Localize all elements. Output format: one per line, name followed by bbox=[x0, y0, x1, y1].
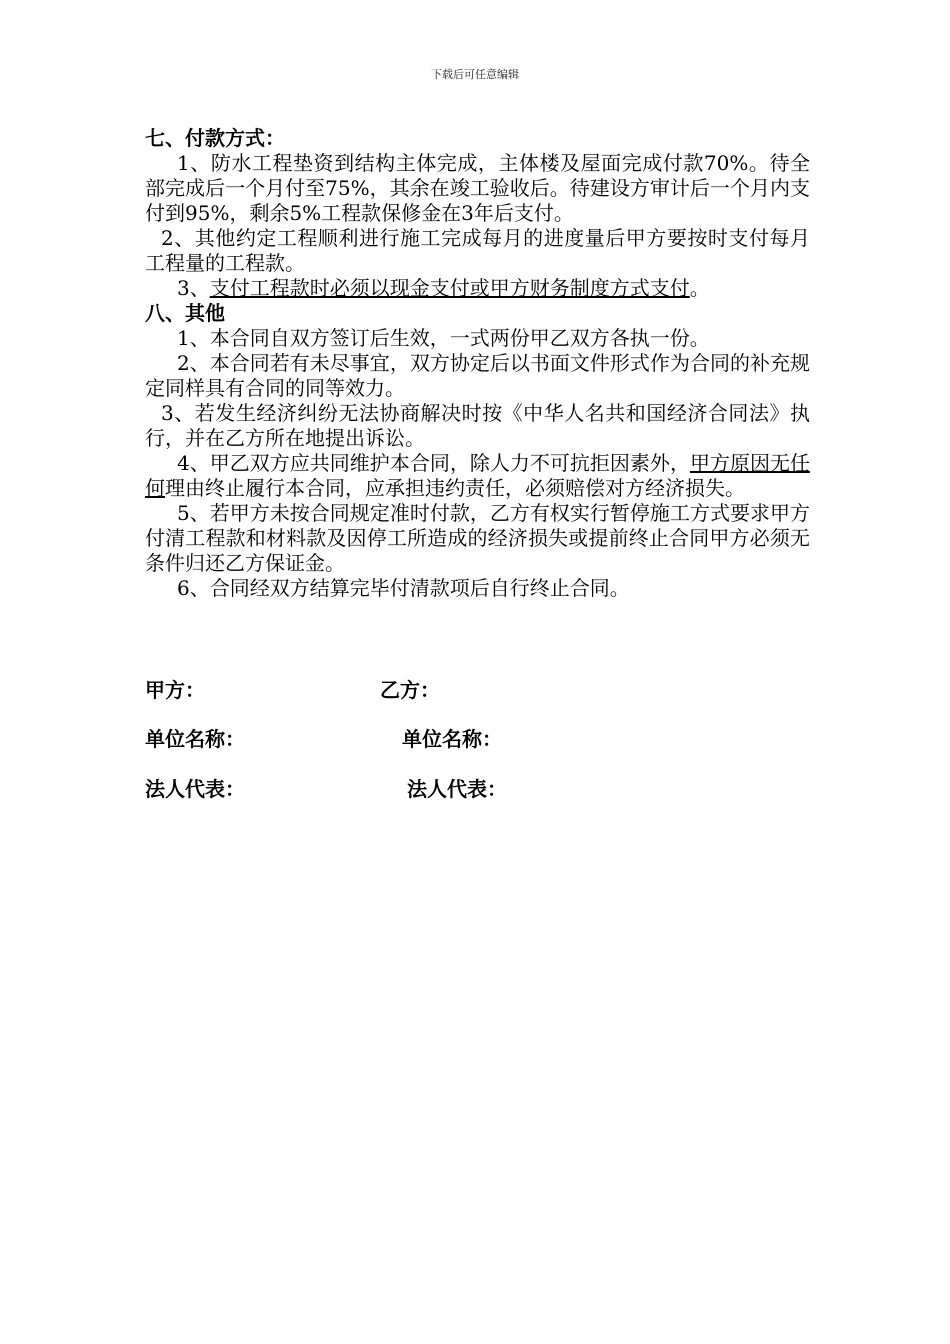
clause-3-underlined-text: 支付工程款时必须以现金支付或甲方财务制度方式支付 bbox=[209, 276, 690, 300]
party-a-unit-label: 单位名称： bbox=[145, 727, 245, 751]
section-7-title: 七、付款方式： bbox=[145, 126, 285, 150]
clause-4-rest: 理由终止履行本合同，应承担违约责任，必须赔偿对方经济损失。 bbox=[165, 476, 745, 500]
party-b-unit-label: 单位名称： bbox=[402, 727, 502, 751]
section-8-clause-1: 1、本合同自双方签订后生效，一式两份甲乙双方各执一份。 bbox=[177, 326, 710, 350]
clause-3-end: 。 bbox=[689, 276, 710, 300]
party-a-label: 甲方： bbox=[145, 678, 205, 702]
page-header: 下载后可任意编辑 bbox=[431, 68, 519, 81]
clause-3-number: 3、 bbox=[177, 276, 210, 300]
section-8-clause-6: 6、合同经双方结算完毕付清款项后自行终止合同。 bbox=[177, 576, 630, 600]
section-8-clause-2: 2、本合同若有未尽事宜，双方协定后以书面文件形式作为合同的补充规定同样具有合同的同等效力。 bbox=[145, 351, 810, 400]
section-8-clause-5: 5、若甲方未按合同规定准时付款，乙方有权实行暂停施工方式要求甲方付清工程款和材料款及因停工所造成的经济损失或提前终止合同甲方必须无条件归还乙方保证金。 bbox=[145, 501, 810, 575]
contract-body bbox=[145, 126, 810, 601]
section-8-title: 八、其他 bbox=[145, 301, 225, 325]
section-7-clause-3 bbox=[145, 276, 810, 301]
section-8-clause-4 bbox=[145, 451, 810, 501]
party-a-representative-label: 法人代表： bbox=[145, 777, 245, 801]
clause-4-underlined-text: 甲方原因无任何 bbox=[145, 451, 810, 500]
section-7-clause-1: 1、防水工程垫资到结构主体完成，主体楼及屋面完成付款70%。待全部完成后一个月付至75%，其余在竣工验收后。待建设方审计后一个月内支付到95%，剩余5%工程款保修金在3年后支付。 bbox=[145, 151, 810, 225]
section-7-clause-2: 2、其他约定工程顺利进行施工完成每月的进度量后甲方要按时支付每月工程量的工程款。 bbox=[145, 226, 810, 275]
clause-4-text: 4、甲乙双方应共同维护本合同，除人力不可抗拒因素外， bbox=[177, 451, 690, 475]
party-b-representative-label: 法人代表： bbox=[407, 777, 507, 801]
section-8-clause-3: 3、若发生经济纠纷无法协商解决时按《中华人名共和国经济合同法》执行，并在乙方所在地提出诉讼。 bbox=[145, 401, 810, 450]
party-b-label: 乙方： bbox=[380, 678, 440, 702]
